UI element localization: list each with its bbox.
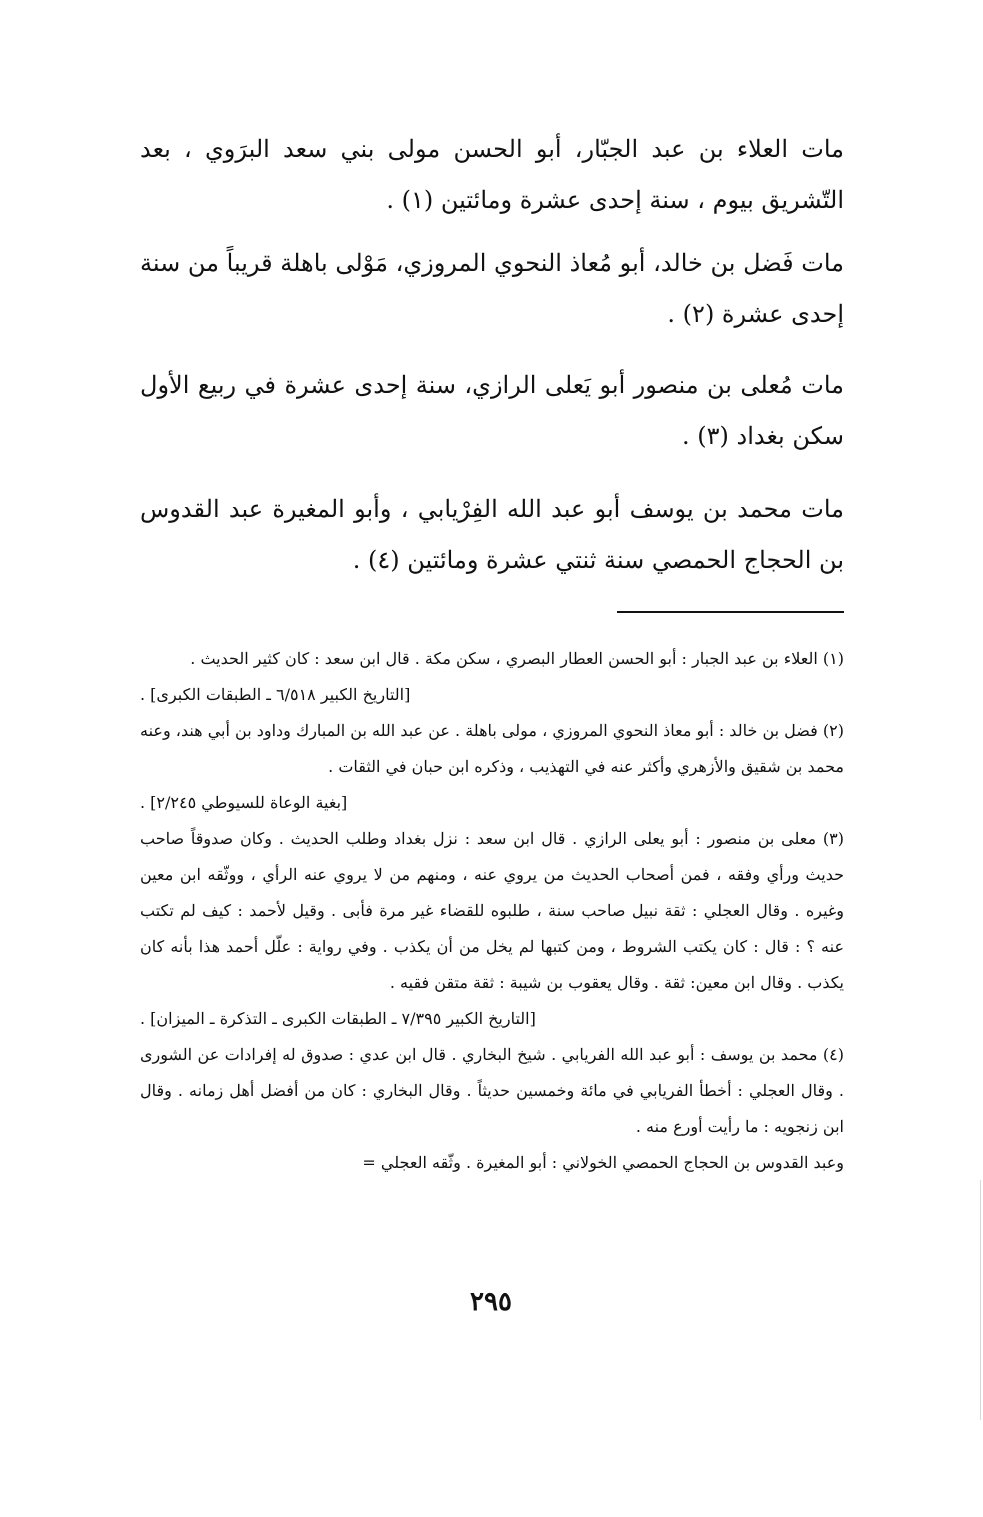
footnote-1 bbox=[140, 641, 844, 713]
footnote-text: (٤) محمد بن يوسف : أبو عبد الله الفريابي . شيخ البخاري . قال ابن عدي : صدوق له إفرادات عن الشورى . وقال العجلي : أخطأ الفريابي في مائة وخمسين حديثاً . وقال البخاري : كان من أفضل أهل زمانه . وقال ابن زنجويه : ما رأيت أورع منه . bbox=[140, 1045, 844, 1136]
paragraph-text: مات العلاء بن عبد الجبّار، أبو الحسن مولى بني سعد البرَوي ، بعد التّشريق بيوم ، سنة إحدى عشرة ومائتين (١) . bbox=[140, 135, 844, 214]
paragraph-text: مات فَضل بن خالد، أبو مُعاذ النحوي المروزي، مَوْلى باهلة قريباً من سنة إحدى عشرة (٢) . bbox=[140, 249, 844, 328]
main-paragraph-4 bbox=[140, 484, 844, 586]
footnote-continuation: وعبد القدوس بن الحجاج الحمصي الخولاني : أبو المغيرة . وثّقه العجلي = bbox=[362, 1153, 844, 1172]
footnote-reference: [بغية الوعاة للسيوطي ٢/٢٤٥] . bbox=[140, 793, 348, 812]
main-paragraph-3 bbox=[140, 360, 844, 462]
scan-edge-line bbox=[980, 1180, 981, 1420]
footnote-divider bbox=[617, 611, 844, 613]
footnote-reference: [التاريخ الكبير ٧/٣٩٥ ـ الطبقات الكبرى ـ التذكرة ـ الميزان] . bbox=[140, 1009, 536, 1028]
footnote-2 bbox=[140, 713, 844, 821]
footnote-3 bbox=[140, 821, 844, 1037]
footnote-4 bbox=[140, 1037, 844, 1181]
paragraph-text: مات مُعلى بن منصور أبو يَعلى الرازي، سنة إحدى عشرة في ربيع الأول سكن بغداد (٣) . bbox=[140, 371, 844, 450]
paragraph-text: مات محمد بن يوسف أبو عبد الله الفِرْيابي ، وأبو المغيرة عبد القدوس بن الحجاج الحمصي سنة ثنتي عشرة ومائتين (٤) . bbox=[140, 495, 844, 574]
main-paragraph-2 bbox=[140, 238, 844, 340]
page-number: ٢٩٥ bbox=[470, 1287, 512, 1317]
main-paragraph-1 bbox=[140, 124, 844, 226]
footnote-text: (٢) فضل بن خالد : أبو معاذ النحوي المروزي ، مولى باهلة . عن عبد الله بن المبارك وداود بن أبي هند، وعنه محمد بن شقيق والأزهري وأكثر عنه في التهذيب ، وذكره ابن حبان في الثقات . bbox=[140, 721, 844, 776]
footnote-text: (١) العلاء بن عبد الجبار : أبو الحسن العطار البصري ، سكن مكة . قال ابن سعد : كان كثير الحديث . bbox=[190, 649, 844, 668]
footnote-text: (٣) معلى بن منصور : أبو يعلى الرازي . قال ابن سعد : نزل بغداد وطلب الحديث . وكان صدوقاً صاحب حديث ورأي وفقه ، فمن أصحاب الحديث من يروي عنه ، ومنهم من لا يروي عنه الرأي ، ووثّقه ابن معين وغيره . وقال العجلي : ثقة نبيل صاحب سنة ، طلبوه للقضاء غير مرة فأبى . وقيل لأحمد : كيف لم تكتب عنه ؟ : قال : كان يكتب الشروط ، ومن كتبها لم يخل من أن يكذب . وفي رواية : علّل أحمد هذا بأنه كان يكذب . وقال ابن معين: ثقة . وقال يعقوب بن شيبة : ثقة متقن فقيه . bbox=[140, 829, 845, 992]
footnotes-section bbox=[140, 641, 844, 1181]
footnote-reference: [التاريخ الكبير ٦/٥١٨ ـ الطبقات الكبرى] . bbox=[140, 685, 411, 704]
